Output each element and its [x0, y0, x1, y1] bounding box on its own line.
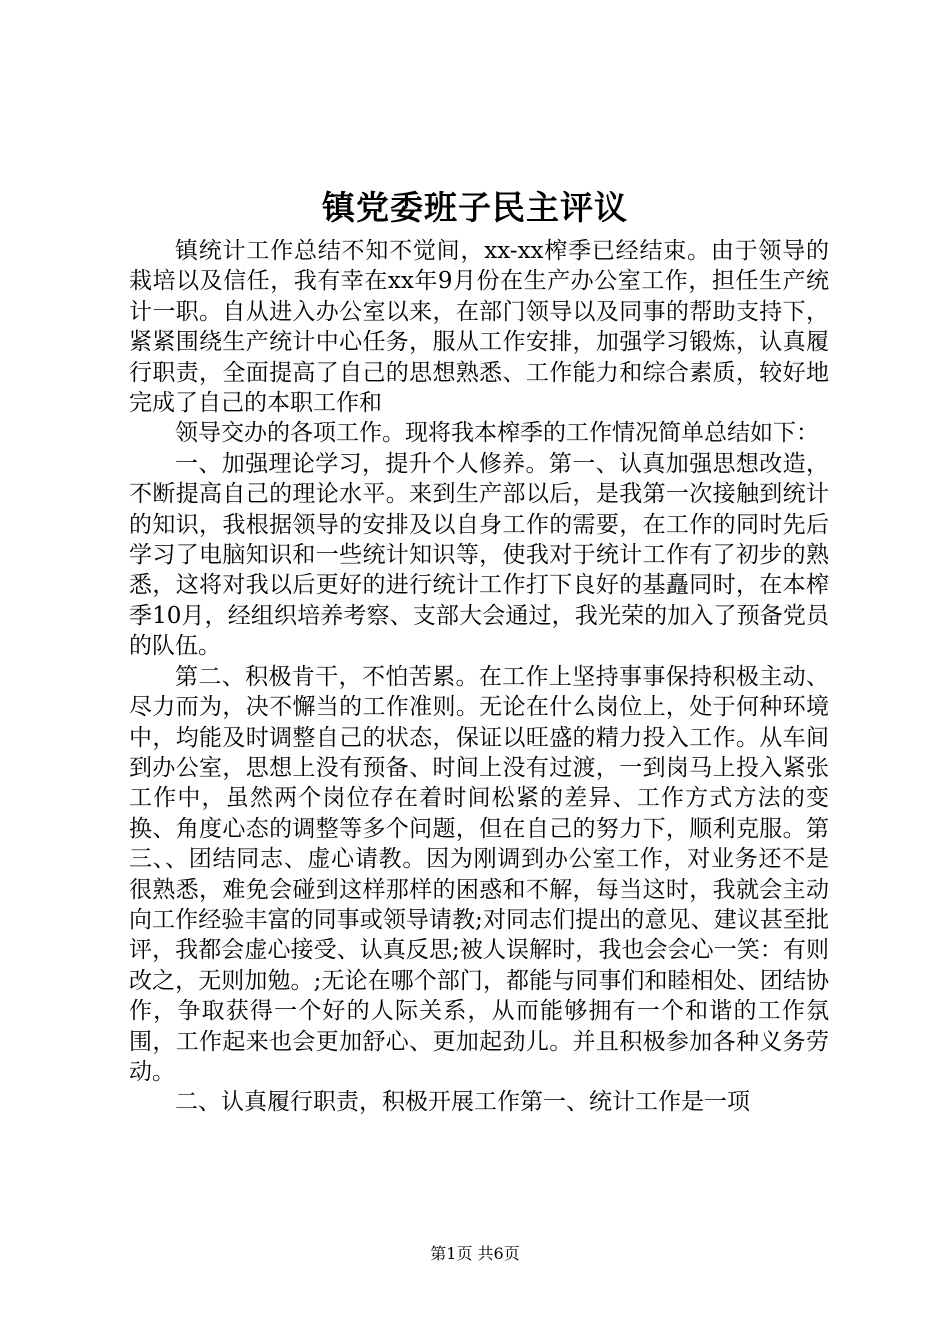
paragraph-duties: 二、认真履行职责，积极开展工作第一、统计工作是一项 [175, 1089, 750, 1116]
paragraph-theory-study: 一、加强理论学习，提升个人修养。第一、认真加强思想改造，不断提高自己的理论水平。来到生产部以后，是我第一次接触到统计的知识，我根据领导的安排及以自身工作的需要，在工作的同时先后学习了电脑知识和一些统计知识等，使我对于统计工作有了初步的熟悉，这将对我以后更好的进行统计工作打下良好的基矗同时，在本榨季10月，经组织培养考察、支部大会通过，我光荣的加入了预备党员的队伍。 [129, 450, 829, 660]
paragraph-intro-continued: 领导交办的各项工作。现将我本榨季的工作情况简单总结如下： [175, 420, 819, 447]
page-number-footer: 第1页 共6页 [430, 1244, 520, 1263]
document-title: 镇党委班子民主评议 [322, 188, 628, 227]
paragraph-hard-work: 第二、积极肯干，不怕苦累。在工作上坚持事事保持积极主动、尽力而为，决不懈当的工作准则。无论在什么岗位上，处于何种环境中，均能及时调整自己的状态，保证以旺盛的精力投入工作。从车间到办公室，思想上没有预备、时间上没有过渡，一到岗马上投入紧张工作中，虽然两个岗位存在着时间松紧的差异、工作方式方法的变换、角度心态的调整等多个问题，但在自己的努力下，顺利克服。第三、、团结同志、虚心请教。因为刚调到办公室工作，对业务还不是很熟悉，难免会碰到这样那样的困惑和不解，每当这时，我就会主动向工作经验丰富的同事或领导请教;对同志们提出的意见、建议甚至批评，我都会虚心接受、认真反思;被人误解时，我也会会心一笑：有则改之，无则加勉。;无论在哪个部门，都能与同事们和睦相处、团结协作，争取获得一个好的人际关系，从而能够拥有一个和谐的工作氛围，工作起来也会更加舒心、更加起劲儿。并且积极参加各种义务劳动。 [129, 663, 829, 1085]
paragraph-intro: 镇统计工作总结不知不觉间，xx-xx榨季已经结束。由于领导的栽培以及信任，我有幸在xx年9月份在生产办公室工作，担任生产统计一职。自从进入办公室以来，在部门领导以及同事的帮助支持下，紧紧围绕生产统计中心任务，服从工作安排，加强学习锻炼，认真履行职责，全面提高了自己的思想熟悉、工作能力和综合素质，较好地完成了自己的本职工作和 [129, 238, 829, 417]
document-body [129, 236, 829, 1118]
